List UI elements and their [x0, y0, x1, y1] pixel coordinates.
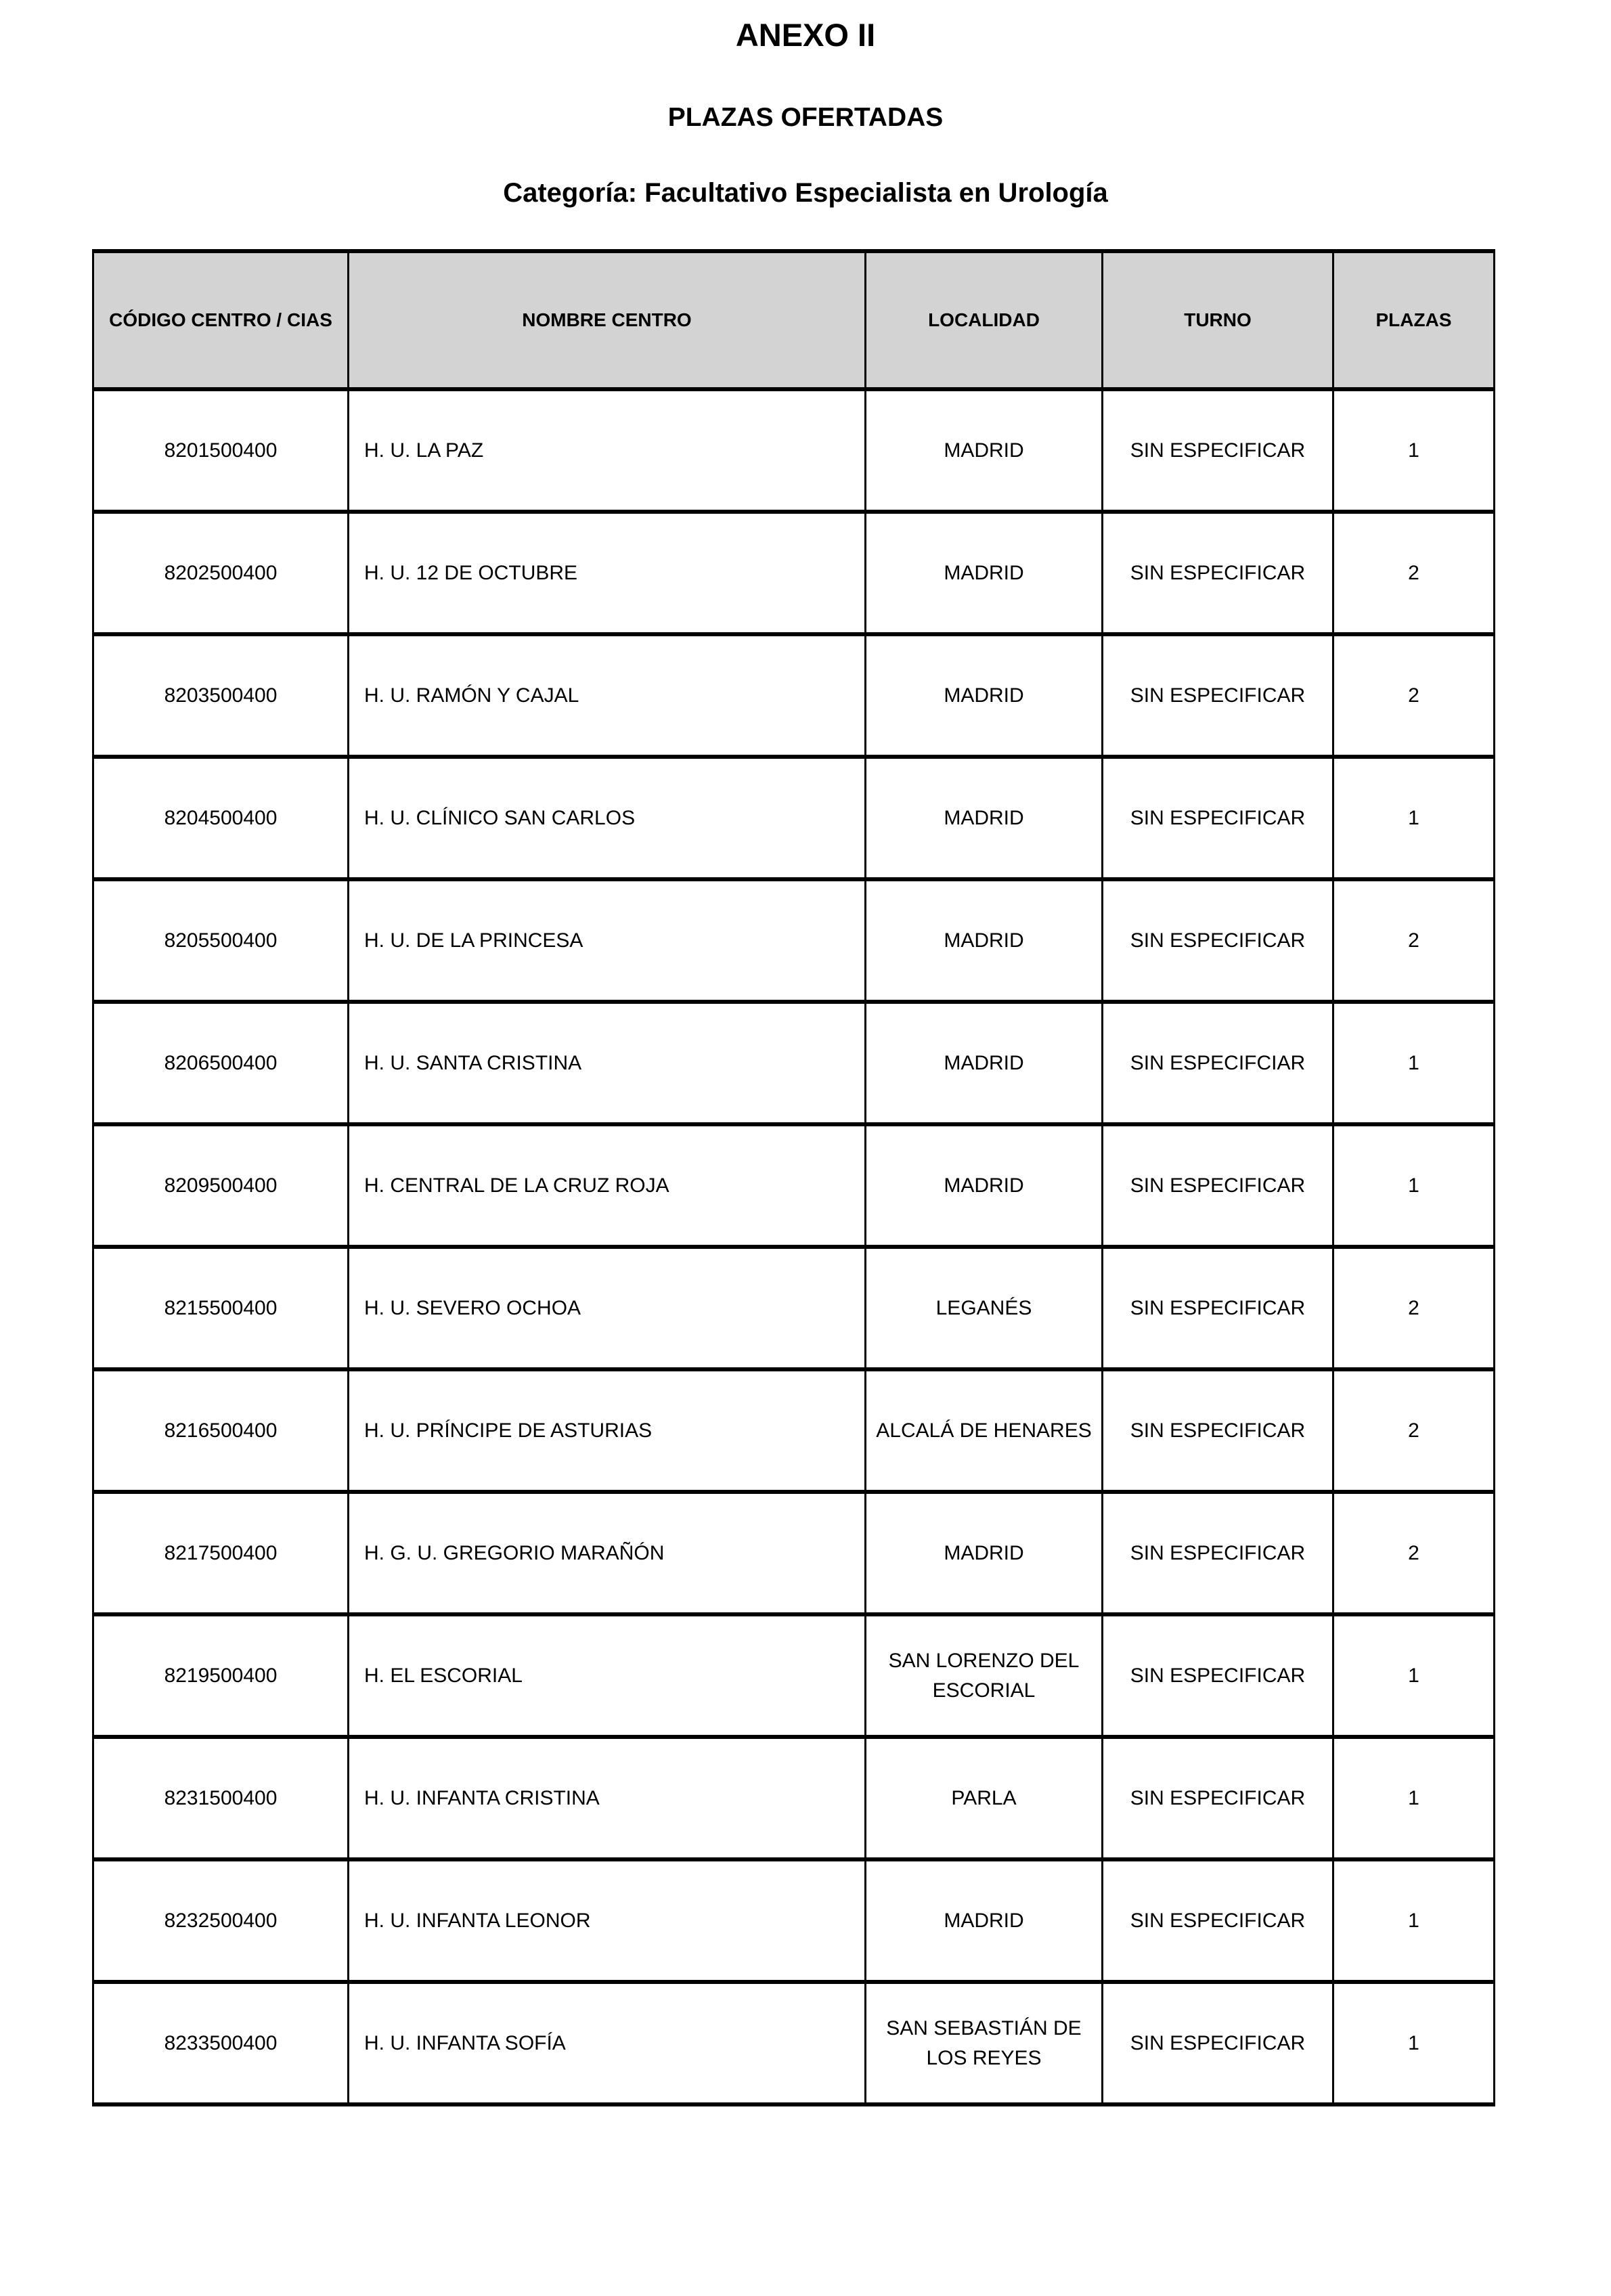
turno-cell: SIN ESPECIFICAR: [1103, 1492, 1333, 1614]
localidad-cell: MADRID: [866, 1492, 1103, 1614]
plazas-cell: 1: [1333, 1982, 1495, 2104]
turno-cell: SIN ESPECIFICAR: [1103, 1614, 1333, 1737]
table-row: [93, 1614, 1495, 1737]
table-row: [93, 512, 1495, 634]
turno-cell: SIN ESPECIFICAR: [1103, 1124, 1333, 1247]
nombre-cell: H. G. U. GREGORIO MARAÑÓN: [349, 1492, 866, 1614]
nombre-cell: H. U. INFANTA LEONOR: [349, 1859, 866, 1982]
table-row: [93, 1859, 1495, 1982]
column-header-nombre: NOMBRE CENTRO: [349, 251, 866, 389]
localidad-cell: MADRID: [866, 757, 1103, 879]
plazas-cell: 1: [1333, 1614, 1495, 1737]
table-row: [93, 757, 1495, 879]
codigo-cell: 8232500400: [93, 1859, 349, 1982]
plazas-cell: 2: [1333, 512, 1495, 634]
nombre-cell: H. U. RAMÓN Y CAJAL: [349, 634, 866, 757]
table-row: [93, 1737, 1495, 1859]
localidad-cell: ALCALÁ DE HENARES: [866, 1369, 1103, 1492]
table-row: [93, 1982, 1495, 2104]
table-row: [93, 1002, 1495, 1124]
column-header-codigo: CÓDIGO CENTRO / CIAS: [93, 251, 349, 389]
table-row: [93, 1247, 1495, 1369]
localidad-cell: MADRID: [866, 1002, 1103, 1124]
codigo-cell: 8215500400: [93, 1247, 349, 1369]
plazas-cell: 2: [1333, 634, 1495, 757]
localidad-cell: PARLA: [866, 1737, 1103, 1859]
nombre-cell: H. EL ESCORIAL: [349, 1614, 866, 1737]
nombre-cell: H. U. INFANTA SOFÍA: [349, 1982, 866, 2104]
plazas-ofertadas-table: [92, 249, 1495, 2106]
plazas-cell: 2: [1333, 1492, 1495, 1614]
codigo-cell: 8219500400: [93, 1614, 349, 1737]
column-header-localidad: LOCALIDAD: [866, 251, 1103, 389]
turno-cell: SIN ESPECIFICAR: [1103, 757, 1333, 879]
turno-cell: SIN ESPECIFICAR: [1103, 1859, 1333, 1982]
codigo-cell: 8205500400: [93, 879, 349, 1002]
localidad-cell: MADRID: [866, 389, 1103, 512]
localidad-cell: MADRID: [866, 634, 1103, 757]
localidad-cell: LEGANÉS: [866, 1247, 1103, 1369]
turno-cell: SIN ESPECIFICAR: [1103, 634, 1333, 757]
codigo-cell: 8202500400: [93, 512, 349, 634]
table-row: [93, 879, 1495, 1002]
plazas-cell: 1: [1333, 757, 1495, 879]
table-header: [93, 251, 1495, 389]
localidad-cell: SAN SEBASTIÁN DE LOS REYES: [866, 1982, 1103, 2104]
localidad-cell: MADRID: [866, 512, 1103, 634]
nombre-cell: H. CENTRAL DE LA CRUZ ROJA: [349, 1124, 866, 1247]
nombre-cell: H. U. PRÍNCIPE DE ASTURIAS: [349, 1369, 866, 1492]
table-header-row: [93, 251, 1495, 389]
plazas-cell: 1: [1333, 1124, 1495, 1247]
nombre-cell: H. U. SANTA CRISTINA: [349, 1002, 866, 1124]
turno-cell: SIN ESPECIFICAR: [1103, 512, 1333, 634]
table-row: [93, 389, 1495, 512]
plazas-cell: 2: [1333, 879, 1495, 1002]
turno-cell: SIN ESPECIFICAR: [1103, 1982, 1333, 2104]
table-body: [93, 389, 1495, 2104]
turno-cell: SIN ESPECIFICAR: [1103, 879, 1333, 1002]
localidad-cell: MADRID: [866, 879, 1103, 1002]
nombre-cell: H. U. DE LA PRINCESA: [349, 879, 866, 1002]
codigo-cell: 8217500400: [93, 1492, 349, 1614]
codigo-cell: 8201500400: [93, 389, 349, 512]
plazas-cell: 1: [1333, 1859, 1495, 1982]
codigo-cell: 8204500400: [93, 757, 349, 879]
codigo-cell: 8203500400: [93, 634, 349, 757]
nombre-cell: H. U. CLÍNICO SAN CARLOS: [349, 757, 866, 879]
localidad-cell: MADRID: [866, 1859, 1103, 1982]
page-subtitle: PLAZAS OFERTADAS: [667, 103, 944, 132]
plazas-cell: 2: [1333, 1369, 1495, 1492]
codigo-cell: 8233500400: [93, 1982, 349, 2104]
table-row: [93, 1492, 1495, 1614]
column-header-plazas: PLAZAS: [1333, 251, 1495, 389]
table-row: [93, 1124, 1495, 1247]
turno-cell: SIN ESPECIFICAR: [1103, 1247, 1333, 1369]
table-row: [93, 634, 1495, 757]
localidad-cell: SAN LORENZO DEL ESCORIAL: [866, 1614, 1103, 1737]
codigo-cell: 8231500400: [93, 1737, 349, 1859]
codigo-cell: 8209500400: [93, 1124, 349, 1247]
column-header-turno: TURNO: [1103, 251, 1333, 389]
page-title: ANEXO II: [735, 17, 876, 53]
turno-cell: SIN ESPECIFCIAR: [1103, 1002, 1333, 1124]
localidad-cell: MADRID: [866, 1124, 1103, 1247]
nombre-cell: H. U. LA PAZ: [349, 389, 866, 512]
plazas-cell: 1: [1333, 1737, 1495, 1859]
nombre-cell: H. U. INFANTA CRISTINA: [349, 1737, 866, 1859]
codigo-cell: 8216500400: [93, 1369, 349, 1492]
plazas-cell: 2: [1333, 1247, 1495, 1369]
page-category: Categoría: Facultativo Especialista en Urología: [503, 178, 1108, 208]
plazas-cell: 1: [1333, 389, 1495, 512]
turno-cell: SIN ESPECIFICAR: [1103, 1737, 1333, 1859]
turno-cell: SIN ESPECIFICAR: [1103, 1369, 1333, 1492]
plazas-cell: 1: [1333, 1002, 1495, 1124]
nombre-cell: H. U. SEVERO OCHOA: [349, 1247, 866, 1369]
table-row: [93, 1369, 1495, 1492]
nombre-cell: H. U. 12 DE OCTUBRE: [349, 512, 866, 634]
turno-cell: SIN ESPECIFICAR: [1103, 389, 1333, 512]
codigo-cell: 8206500400: [93, 1002, 349, 1124]
